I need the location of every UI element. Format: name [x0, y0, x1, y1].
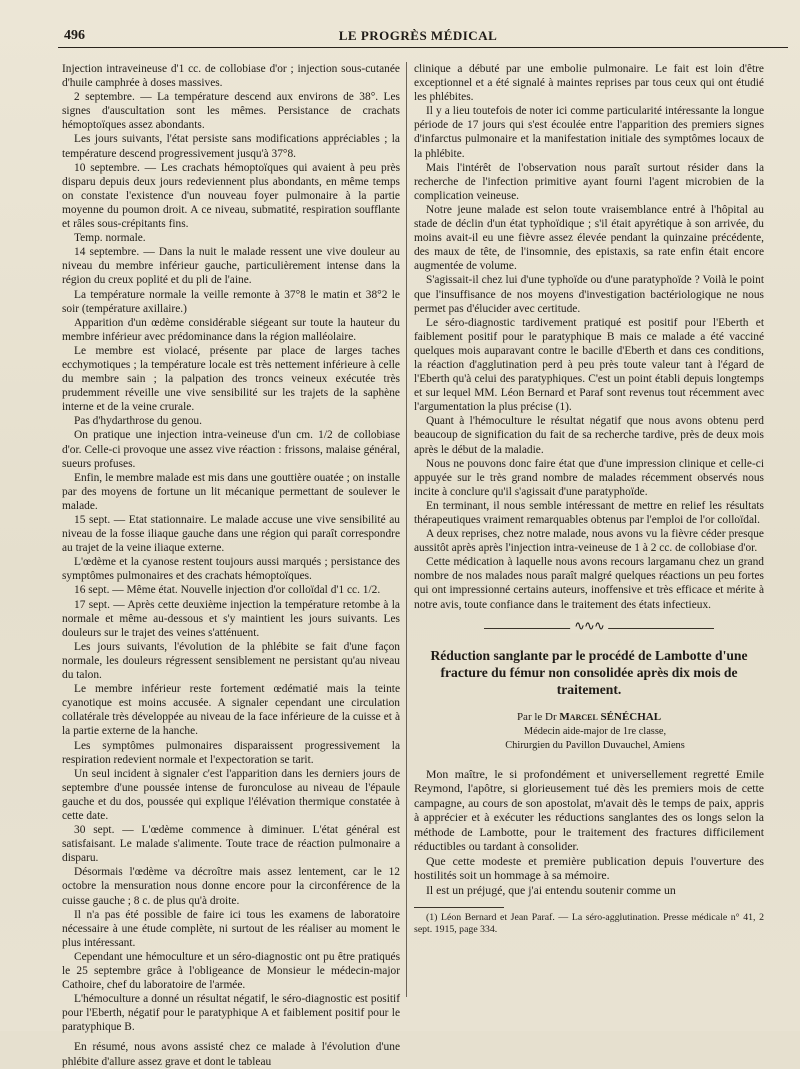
paragraph: Quant à l'hémoculture le résultat négatif que nous avons obtenu perd beaucoup de signification du fait de sa recherche tardive, près de deux mois après le début de la maladie. — [414, 415, 764, 456]
paragraph: Cependant une hémoculture et un séro-diagnostic ont pu être pratiqués le 25 septembre grâce à l'obligeance de Monsieur le médecin-major Cathoire, chef du laboratoire de l'armée. — [62, 950, 400, 992]
paragraph: Pas d'hydarthrose du genou. — [74, 415, 202, 428]
paragraph: Les jours suivants, l'évolution de la phlébite se fait d'une façon normale, les douleurs régressent sensiblement ne persistant qu'au niveau du talon. — [62, 640, 400, 682]
paragraph: Mon maître, le si profondément et universellement regretté Emile Reymond, l'apôtre, si glorieusement tué dès les premiers mois de cette campagne, au cours de son apostolat, m'avait dès le temps de paix, appris à apprécier et à exécuter les réductions sanglantes des os longs selon la méthode de Lambotte, pour le traitement des fractures difficilement réductibles ou tardant à consolider. — [414, 766, 764, 854]
paragraph: A deux reprises, chez notre malade, nous avons vu la fièvre céder presque aussitôt après après l'injection intra-veineuse de 1 à 2 cc. de collobiase d'or. — [414, 528, 764, 555]
paragraph: L'œdème et la cyanose restent toujours aussi marqués ; persistance des symptômes pulmonaires et des crachats hémoptoïques. — [62, 556, 400, 583]
paragraph: 16 sept. — Même état. Nouvelle injection d'or colloïdal d'1 cc. 1/2. — [74, 584, 381, 597]
paragraph: 15 sept. — Etat stationnaire. Le malade accuse une vive sensibilité au niveau de la fosse iliaque gauche dans une région qui paraît correspondre au trajet de la veine iliaque externe. — [62, 514, 400, 555]
article-body — [414, 767, 764, 898]
byline — [414, 710, 764, 724]
paragraph: Désormais l'œdème va décroître mais assez lentement, car le 12 octobre la mensuration nous donne encore pour la circonférence de la cuisse gauche ; 8 c. de plus qu'à droite. — [62, 866, 400, 907]
column-divider — [406, 62, 407, 997]
page-header — [58, 28, 778, 46]
affiliation-line: Médecin aide-major de 1re classe, — [523, 725, 667, 737]
paragraph: Que cette modeste et première publication depuis l'ouverture des hostilités soit un hommage à sa mémoire. — [414, 853, 764, 883]
paragraph: Nous ne pouvons donc faire état que d'une impression clinique et celle-ci appuyée sur le très grand nombre de malades récemment observés nous incite à conclure qu'il s'agissait d'une paratyphoïde. — [414, 457, 764, 498]
paragraph: La température normale la veille remonte à 37°8 le matin et 38°2 le soir (température axillaire.) — [62, 288, 400, 315]
paragraph: S'agissait-il chez lui d'une typhoïde ou d'une paratyphoïde ? Voilà le point que l'insuffisance de nos moyens d'investigation bactériologique ne nous permet pas d'élucider avec certitude. — [414, 274, 764, 315]
left-column — [62, 62, 400, 1069]
paragraph: Un seul incident à signaler c'est l'apparition dans les derniers jours de septembre d'une poussée intense de furonculose au niveau de l'épaule gauche et du dos, poussée qui explique l'élévation thermique constatée à cette date. — [62, 767, 400, 822]
paragraph: Enfin, le membre malade est mis dans une gouttière ouatée ; on installe par des moyens de fortune un lit mécanique permettant de soulever le malade. — [62, 471, 400, 512]
paragraph: Le membre inférieur reste fortement œdématié mais la teinte cyanotique est moins accusée. A signaler cependant une circulation collatérale très développée au niveau de la face inférieure de la cuisse et à la partie externe de la hanche. — [62, 683, 400, 738]
paragraph: 14 septembre. — Dans la nuit le malade ressent une vive douleur au niveau du membre inférieur gauche, particulièrement intense dans la région du creux poplité et du pli de l'aine. — [62, 246, 400, 287]
byline-prefix: Par le Dr — [516, 710, 557, 723]
header-rule — [58, 47, 788, 48]
paragraph: Injection intraveineuse d'1 cc. de collobiase d'or ; injection sous-cutanée d'huile camphrée à doses massives. — [62, 63, 400, 90]
page-number: 496 — [64, 28, 85, 43]
paragraph: Temp. normale. — [74, 232, 146, 245]
section-separator — [414, 617, 764, 635]
paragraph: On pratique une injection intra-veineuse d'un cm. 1/2 de collobiase d'or. Celle-ci provoque une assez vive réaction : frissons, malaise général, sueurs profuses. — [62, 429, 400, 470]
paragraph: Le séro-diagnostic tardivement pratiqué est positif pour l'Eberth et faiblement positif pour le paratyphique B mais ce malade a été vacciné quelques mois auparavant contre le bacille d'Eberth et dans ces conditions, la réaction d'agglutination perd à peu près toute valeur tant à l'égard de l'Eberth qu'à celui des paratyphiques. C'est un point établi depuis longtemps et sur lequel MM. Léon Bernard et Paraf sont revenus tout récemment avec l'argumentation la plus précise (1). — [414, 316, 764, 414]
paragraph: L'hémoculture a donné un résultat négatif, le séro-diagnostic est positif pour l'Eberth, négatif pour le paratyphique A et faiblement positif pour le paratyphique B. — [62, 993, 400, 1034]
paragraph: Il n'a pas été possible de faire ici tous les examens de laboratoire nécessaire à une étude complète, ni surtout de les réaliser au moment le plus intéressant. — [62, 908, 400, 949]
paragraph: Le membre est violacé, présente par place de larges taches ecchymotiques ; la température locale est très nettement inférieure à celle du membre sain ; la palpation des troncs veineux exécutée très prudemment réveille une vive sensibilité sur les trajets de la saphène interne et de la veine crurale. — [62, 344, 400, 414]
summary-paragraph: En résumé, nous avons assisté chez ce malade à l'évolution d'une phlébite d'allure assez grave et dont le tableau — [62, 1041, 400, 1068]
journal-title: LE PROGRÈS MÉDICAL — [338, 28, 498, 43]
right-column — [414, 62, 764, 937]
paragraph: Apparition d'un œdème considérable siégeant sur toute la hauteur du membre inférieur avec prédominance dans la région malléolaire. — [62, 316, 400, 343]
paragraph: clinique a débuté par une embolie pulmonaire. Le fait est loin d'être exceptionnel et a été signalé à maintes reprises par tous ceux qui ont étudié les phlébites. — [414, 63, 764, 104]
paragraph: Il y a lieu toutefois de noter ici comme particularité intéressante la longue période de 17 jours qui s'est écoulée entre l'apparition des premiers signes d'infarctus pulmonaire et la manifestation initiale des symptômes locaux de la phlébite. — [414, 105, 764, 160]
footnote: (1) Léon Bernard et Jean Paraf. — La séro-agglutination. Presse médicale n° 41, 2 sept. 1915, page 334. — [414, 912, 764, 936]
paragraph: 2 septembre. — La température descend aux environs de 38°. Les signes d'auscultation sont les mêmes. Persistance de crachats hémoptoïques assez abondants. — [62, 91, 400, 132]
affiliation-line: Chirurgien du Pavillon Duvauchel, Amiens — [505, 739, 685, 751]
paragraph: 17 sept. — Après cette deuxième injection la température retombe à la normale et même au-dessous et s'y maintient les jours suivants. Les douleurs sur le trajet des veines s'atténuent. — [62, 598, 400, 639]
affiliation — [414, 725, 764, 753]
paragraph: Cette médication à laquelle nous avons recours largamanu chez un grand nombre de nos malades nous paraît malgré quelques réactions un peu fortes qui ont impressionné certains auteurs, inoffensive et très efficace et mérite à notre avis, toute confiance dans le traitement des états infectieux. — [414, 556, 764, 611]
paragraph: Les symptômes pulmonaires disparaissent progressivement la respiration redevient normale et l'expectoration se tarit. — [62, 739, 400, 766]
paragraph: Mais l'intérêt de l'observation nous paraît surtout résider dans la recherche de l'infection primitive ayant fourni l'agent microbien de la complication veineuse. — [414, 161, 764, 202]
paragraph: Il est un préjugé, que j'ai entendu soutenir comme un — [426, 882, 676, 897]
article-title: Réduction sanglante par le procédé de Lambotte d'une fracture du fémur non consolidée après dix mois de traitement. — [430, 647, 748, 697]
paragraph: En terminant, il nous semble intéressant de mettre en relief les résultats thérapeutiques vraiment remarquables obtenus par l'emploi de l'or colloïdal. — [414, 499, 764, 526]
paragraph: Les jours suivants, l'état persiste sans modifications appréciables ; la température descend progressivement jusqu'à 37°8. — [62, 133, 400, 160]
separator-ornament: ∿∿∿ — [570, 619, 608, 633]
paragraph: 30 sept. — L'œdème commence à diminuer. L'état général est satisfaisant. Le malade s'alimente. Toute trace de réaction pulmonaire a disparu. — [62, 824, 400, 865]
paragraph: 10 septembre. — Les crachats hémoptoïques qui avaient à peu près disparu depuis deux jours redeviennent plus abondants, en même temps on constate l'existence d'un nouveau foyer pulmonaire à la partie moyenne du poumon droit. A ce niveau, submatité, respiration soufflante et râles sous-crépitants fins. — [62, 161, 400, 231]
paragraph: Notre jeune malade est selon toute vraisemblance entré à l'hôpital au stade de déclin d'un état typhoïdique ; s'il était apyrétique à son arrivée, du moins avait-il eu une fièvre assez élevée pendant la quinzaine précédente, des maux de tête, de l'insomnie, des epistaxis, sa rate enfin était encore augmentée de volume. — [414, 203, 764, 273]
footnote-rule — [414, 907, 504, 908]
author-name: Marcel SÉNÉCHAL — [559, 710, 662, 723]
